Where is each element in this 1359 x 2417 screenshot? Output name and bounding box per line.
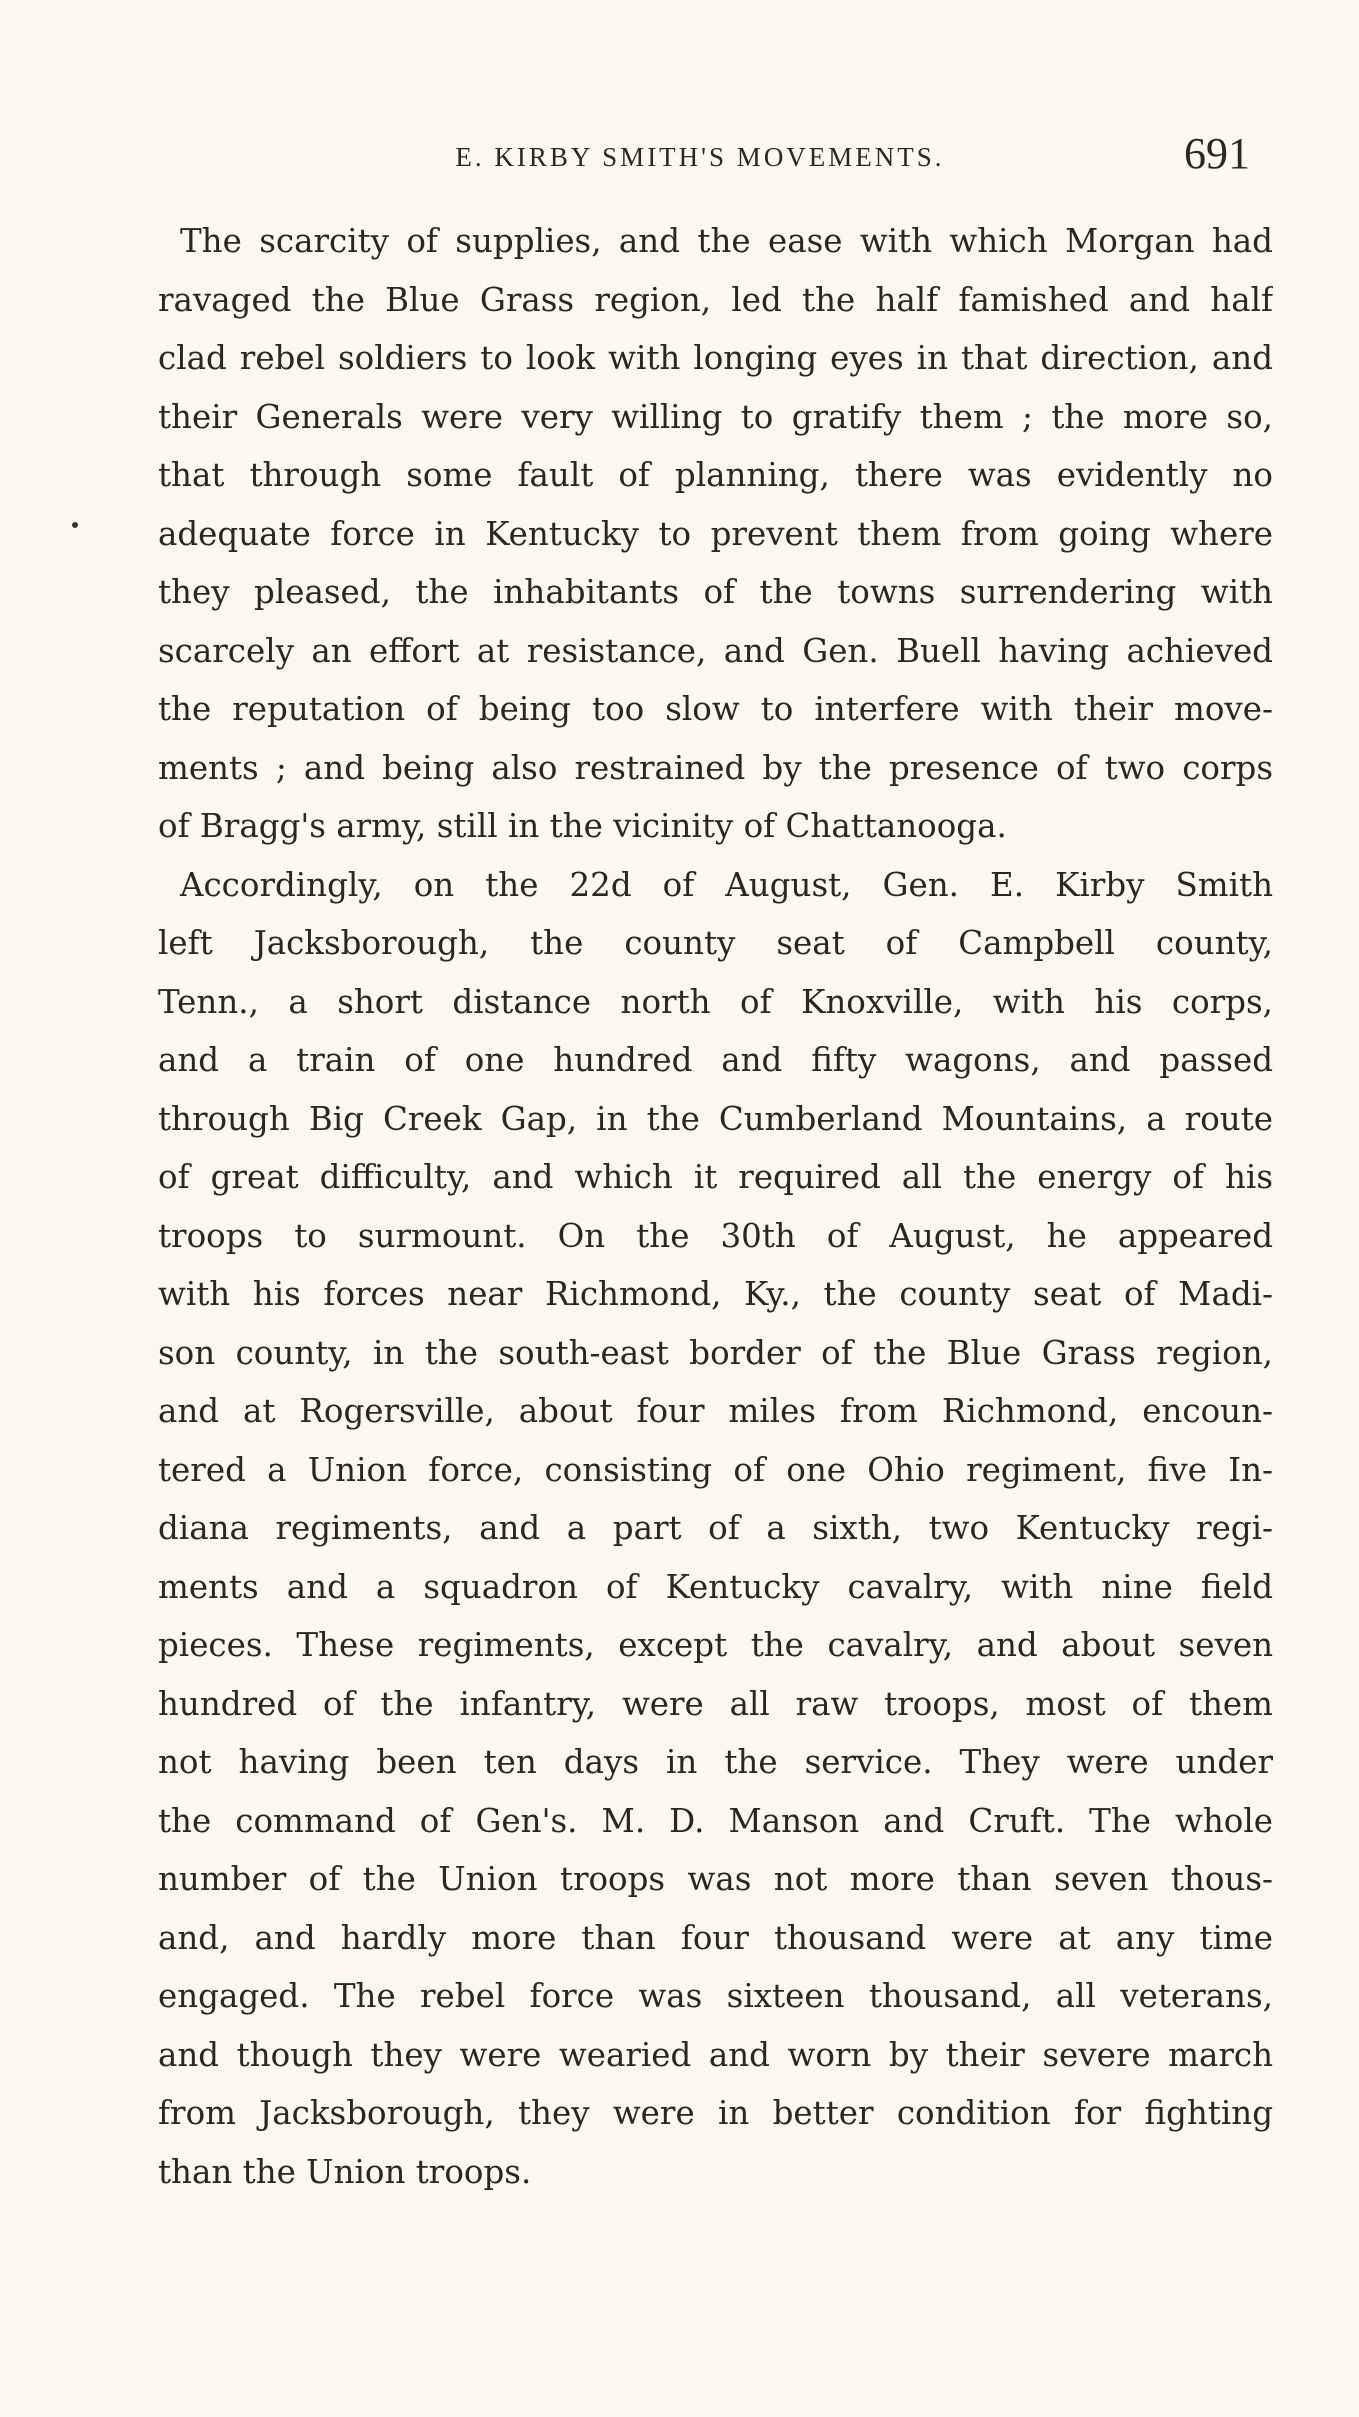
text-line: diana regiments, and a part of a sixth, two Kentucky regi- <box>158 1509 1273 1547</box>
text-line: Tenn., a short distance north of Knoxville, with his corps, <box>158 982 1273 1021</box>
text-line: not having been ten days in the service. They were under <box>158 1743 1273 1781</box>
text-line: pieces. These regiments, except the cavalry, and about seven <box>158 1626 1273 1664</box>
text-line: and at Rogersville, about four miles from Richmond, encoun- <box>158 1392 1273 1430</box>
body-text <box>158 212 1273 2201</box>
text-line: and a train of one hundred and fifty wagons, and passed <box>158 1041 1273 1079</box>
text-line: tered a Union force, consisting of one Ohio regiment, five In- <box>158 1450 1273 1489</box>
text-line: they pleased, the inhabitants of the towns surrendering with <box>158 573 1273 611</box>
text-line: hundred of the infantry, were all raw troops, most of them <box>158 1684 1273 1723</box>
text-line: than the Union troops. <box>158 2152 532 2191</box>
text-line: left Jacksborough, the county seat of Campbell county, <box>158 924 1273 962</box>
text-line: and, and hardly more than four thousand were at any time <box>158 1918 1273 1957</box>
text-line: the command of Gen's. M. D. Manson and Cruft. The whole <box>158 1801 1273 1840</box>
running-title: E. KIRBY SMITH'S MOVEMENTS. <box>455 142 945 172</box>
text-line: with his forces near Richmond, Ky., the county seat of Madi- <box>158 1275 1273 1313</box>
text-line: Accordingly, on the 22d of August, Gen. E. Kirby Smith <box>180 865 1273 904</box>
text-line: from Jacksborough, they were in better condition for fighting <box>158 2094 1273 2132</box>
text-line: number of the Union troops was not more than seven thous- <box>158 1860 1273 1898</box>
page-number: 691 <box>1184 129 1250 178</box>
text-line: and though they were wearied and worn by their severe march <box>158 2035 1273 2074</box>
text-line: adequate force in Kentucky to prevent them from going where <box>158 514 1273 553</box>
running-head <box>160 128 1280 188</box>
text-line: ments and a squadron of Kentucky cavalry, with nine field <box>158 1567 1273 1606</box>
text-line: ments ; and being also restrained by the presence of two corps <box>158 748 1273 787</box>
text-line: scarcely an effort at resistance, and Gen. Buell having achieved <box>158 631 1273 670</box>
text-line: troops to surmount. On the 30th of August, he appeared <box>158 1216 1273 1255</box>
text-line: of great difficulty, and which it required all the energy of his <box>158 1158 1273 1196</box>
text-line: ravaged the Blue Grass region, led the half famished and half <box>158 280 1273 319</box>
text-line: the reputation of being too slow to interfere with their move- <box>158 690 1273 728</box>
text-line: The scarcity of supplies, and the ease with which Morgan had <box>180 222 1273 260</box>
text-line: clad rebel soldiers to look with longing eyes in that direction, and <box>158 339 1273 377</box>
text-line: of Bragg's army, still in the vicinity of Chattanooga. <box>158 807 1007 845</box>
text-line: that through some fault of planning, there was evidently no <box>158 456 1273 494</box>
text-line: son county, in the south-east border of the Blue Grass region, <box>158 1333 1273 1372</box>
text-line: engaged. The rebel force was sixteen thousand, all veterans, <box>158 1977 1273 2015</box>
text-line: their Generals were very willing to gratify them ; the more so, <box>158 397 1273 436</box>
margin-mark <box>72 522 78 528</box>
text-line: through Big Creek Gap, in the Cumberland Mountains, a route <box>158 1099 1273 1138</box>
